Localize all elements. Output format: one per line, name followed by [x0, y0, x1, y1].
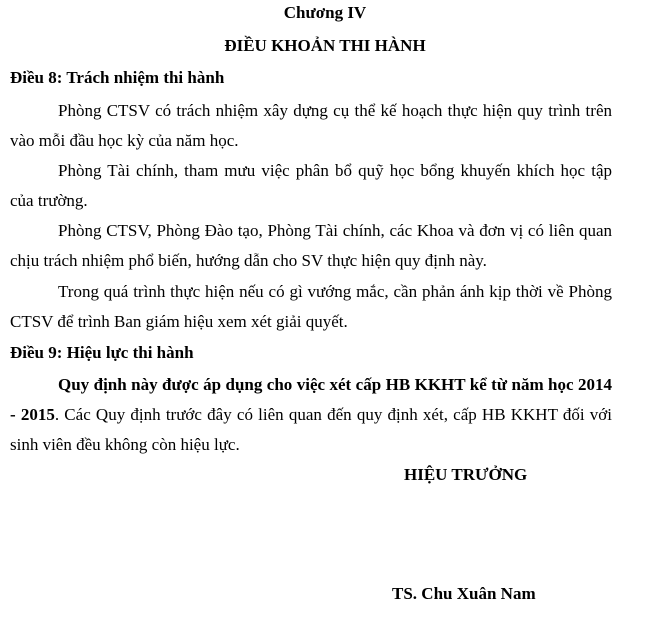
article-8-paragraph-2: Phòng Tài chính, tham mưu việc phân bổ quỹ học bổng khuyến khích học tập của trường.: [10, 161, 612, 210]
article-8-paragraph-4: Trong quá trình thực hiện nếu có gì vướng mắc, cần phản ánh kịp thời về Phòng CTSV để trình Ban giám hiệu xem xét giải quyết.: [10, 282, 612, 331]
chapter-heading: Chương IV: [283, 3, 367, 22]
article-8-heading: Điều 8: Trách nhiệm thi hành: [10, 68, 225, 87]
article-8-paragraph-3: Phòng CTSV, Phòng Đào tạo, Phòng Tài chính, các Khoa và đơn vị có liên quan chịu trách nhiệm phổ biến, hướng dẫn cho SV thực hiện quy định này.: [10, 221, 612, 270]
chapter-title: ĐIỀU KHOẢN THI HÀNH: [224, 36, 426, 55]
article-9-heading: Điều 9: Hiệu lực thi hành: [10, 343, 194, 362]
article-9-rest-text: . Các Quy định trước đây có liên quan đến quy định xét, cấp HB KKHT đối với sinh viên đều không còn hiệu lực.: [10, 405, 612, 454]
article-9-paragraph: [10, 370, 612, 460]
article-8-paragraph-1: Phòng CTSV có trách nhiệm xây dựng cụ thể kế hoạch thực hiện quy trình trên vào mỗi đầu học kỳ của năm học.: [10, 101, 612, 150]
article-9-bold-text: Quy định này được áp dụng cho việc xét cấp HB KKHT kể từ năm học 2014 - 2015: [10, 375, 612, 424]
signature-name: TS. Chu Xuân Nam: [392, 584, 536, 603]
signature-position: HIỆU TRƯỞNG: [404, 465, 528, 484]
